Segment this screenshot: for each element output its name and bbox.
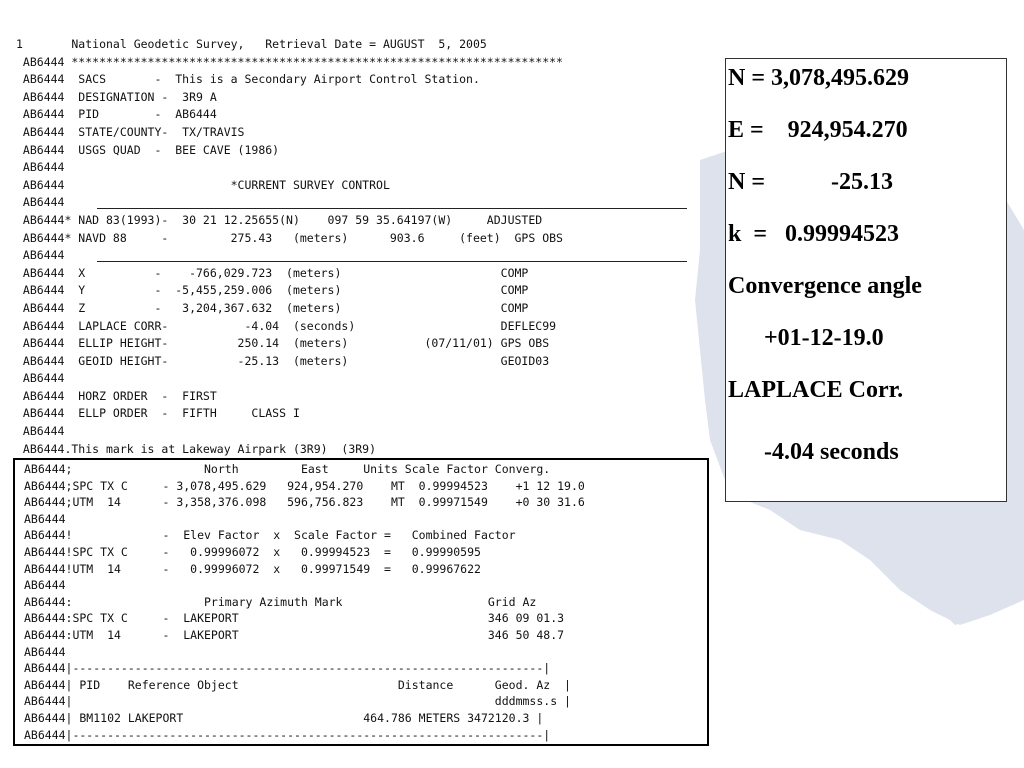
datasheet-line: AB6444 X - -766,029.723 (meters) COMP [16,265,529,280]
datasheet-line: AB6444.This mark is at Lakeway Airpark (3R9) (3R9) [16,441,377,456]
geoid-height-value: N = -25.13 [728,169,893,195]
separator-line [97,261,687,262]
datasheet-line: AB6444 HORZ ORDER - FIRST [16,388,217,403]
datasheet-line: AB6444 [16,371,65,386]
datasheet-line: AB6444 ELLP ORDER - FIFTH CLASS I [16,406,300,421]
boxed-datasheet-line: AB6444: Primary Azimuth Mark Grid Az [24,594,537,609]
boxed-datasheet-line: AB6444|--------------------------------------------------------------------| [24,661,551,676]
boxed-datasheet-line: AB6444:SPC TX C - LAKEPORT 346 09 01.3 [24,611,565,626]
easting-value: E = 924,954.270 [728,117,908,143]
datasheet-line: AB6444 GEOID HEIGHT- -25.13 (meters) GEOID03 [16,353,550,368]
datasheet-line: AB6444 SACS - This is a Secondary Airport Control Station. [16,72,480,87]
datasheet-line: AB6444 [16,195,65,210]
convergence-label: Convergence angle [728,273,922,299]
boxed-datasheet-line: AB6444;SPC TX C - 3,078,495.629 924,954.270 MT 0.99994523 +1 12 19.0 [24,478,585,493]
datasheet-line: AB6444 [16,424,65,439]
datasheet-line: AB6444 [16,248,65,263]
northing-value: N = 3,078,495.629 [728,65,910,91]
boxed-datasheet-line: AB6444!SPC TX C - 0.99996072 x 0.99994523 = 0.99990595 [24,544,481,559]
boxed-datasheet-line: AB6444| dddmmss.s | [24,694,571,709]
laplace-label: LAPLACE Corr. [728,377,904,403]
datasheet-line: AB6444 ELLIP HEIGHT- 250.14 (meters) (07/11/01) GPS OBS [16,336,550,351]
datasheet-line: AB6444 Y - -5,455,259.006 (meters) COMP [16,283,529,298]
separator-line [97,208,687,209]
boxed-datasheet-line: AB6444!UTM 14 - 0.99996072 x 0.99971549 = 0.99967622 [24,561,481,576]
datasheet-line: AB6444 LAPLACE CORR- -4.04 (seconds) DEFLEC99 [16,318,557,333]
boxed-datasheet-line: AB6444 [24,644,66,659]
boxed-datasheet-line: AB6444! - Elev Factor x Scale Factor = Combined Factor [24,528,516,543]
datasheet-line: AB6444 DESIGNATION - 3R9 A [16,89,217,104]
datasheet-line: AB6444* NAD 83(1993)- 30 21 12.25655(N) 097 59 35.64197(W) ADJUSTED [16,212,543,227]
datasheet-line: AB6444 PID - AB6444 [16,107,217,122]
boxed-datasheet-line: AB6444; North East Units Scale Factor Converg. [24,462,551,476]
datasheet-line: AB6444 *********************************************************************** [16,54,563,69]
boxed-datasheet-line: AB6444;UTM 14 - 3,358,376.098 596,756.823 MT 0.99971549 +0 30 31.6 [24,495,585,510]
boxed-datasheet-line: AB6444| BM1102 LAKEPORT 464.786 METERS 3472120.3 | [24,710,544,725]
datasheet-line: AB6444 [16,160,65,175]
datasheet-line: AB6444 Z - 3,204,367.632 (meters) COMP [16,300,529,315]
datasheet-line: AB6444* NAVD 88 - 275.43 (meters) 903.6 (feet) GPS OBS [16,230,563,245]
boxed-datasheet-line: AB6444:UTM 14 - LAKEPORT 346 50 48.7 [24,627,565,642]
scale-factor-value: k = 0.99994523 [728,221,900,247]
boxed-datasheet-line: AB6444 [24,578,66,593]
boxed-datasheet-line: AB6444|--------------------------------------------------------------------| [24,727,551,742]
datasheet-line: AB6444 USGS QUAD - BEE CAVE (1986) [16,142,280,157]
datasheet-line: AB6444 *CURRENT SURVEY CONTROL [16,177,390,192]
boxed-datasheet-text [24,461,704,743]
boxed-datasheet-line: AB6444 [24,511,66,526]
datasheet-text [16,36,716,458]
boxed-datasheet-line: AB6444| PID Reference Object Distance Geod. Az | [24,677,571,692]
convergence-value: +01-12-19.0 [764,325,884,351]
datasheet-line: 1 National Geodetic Survey, Retrieval Date = AUGUST 5, 2005 [16,37,487,51]
summary-panel [725,58,1007,502]
datasheet-line: AB6444 STATE/COUNTY- TX/TRAVIS [16,124,245,139]
laplace-value: -4.04 seconds [764,439,899,465]
